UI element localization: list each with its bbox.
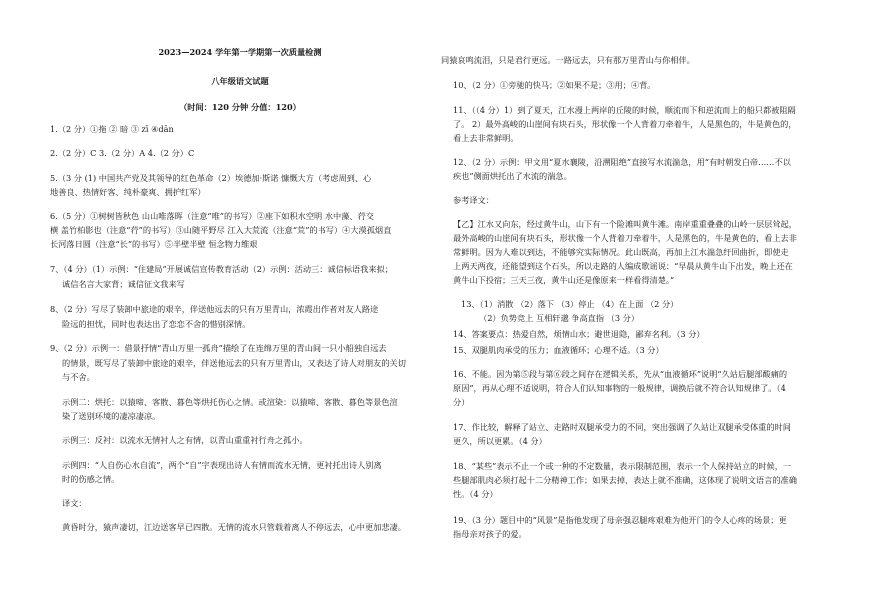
answer-line: 长河落日圆（注意“长”的书写）⑤半壁半壁 恒念物力维艰 (50, 239, 258, 249)
answer-line: 14、答案要点：热爱自然，烦情山水；避世退隐，鄙弃名利。（3 分） (453, 329, 705, 339)
answer-line: 些腿部肌肉必须打起十二分精神工作；如果去掉，表达上就不准确，这体现了说明文语言的准确 (453, 475, 797, 485)
answer-line: 与不舍。 (62, 372, 95, 382)
answer-line: 11、（（4 分）1）到了夏天，江水漫上两岸的丘陵的时候，顺流而下和逆流而上的船只都被阻隔 (453, 105, 796, 115)
answer-line: 时的伤感之情。 (62, 474, 120, 484)
reference-translation-heading: 参考译文： (453, 195, 494, 205)
answer-line: 17、作比较，解释了站立、走路时双腿承受力的不同，突出强调了久站让双腿承受体重的时间 (453, 422, 791, 432)
answer-line: 1.（2 分）①拖 ② 暗 ③ zī ④dān (50, 124, 174, 134)
answer-line: 常鲜明。因为人难以到达，不能够究实际情况。此山既高，再加上江水湍急纡回曲折，即使走 (453, 247, 789, 257)
answer-line: （2）负势竞上 互相轩邈 争高直指 （3 分） (479, 313, 640, 323)
answer-line: 看上去非常鲜明。 (453, 133, 519, 143)
answer-line: 示例二：烘托：以猿啼、客散、暮色等烘托伤心之情。或渲染：以猿啼、客散、暮色等景色渲 (62, 397, 398, 407)
answer-line: 18、“某些”表示不止一个或一种的不定数量，表示限制范围，表示一个人保持站立的时候，一 (453, 461, 792, 471)
answer-line: 原因”，再从心理不适说明，符合人们认知事物的一般规律，调换后就不符合认知规律了。（4 (453, 383, 786, 393)
answer-line: 最外高峻的山崖间有块石头，形状像一个人背着刀牵着牛，人是黑色的，牛是黄色的，看上去非 (453, 233, 797, 243)
subject-title: 八年级语文试题 (211, 76, 269, 86)
exam-title: 2023—2024 学年第一学期第一次质量检测 (158, 47, 322, 57)
answer-line: 5.（3 分 (1) 中国共产党及其领导的红色革命（2）埃德加·斯诺 慷慨大方（考虑周到、心 (50, 173, 372, 183)
answer-line: 更久，所以更累。（4 分） (453, 436, 547, 446)
answer-line: 险远的担忧，同时也表达出了恋恋不舍的惜别深情。 (62, 319, 251, 329)
answer-line: 示例三：反衬：以流水无情衬人之有情，以青山重重衬行舟之孤小。 (62, 435, 308, 445)
answer-line: 同猿哀鸣流泪，只是君行更远。一路远去，只有那万里青山与你相伴。 (441, 55, 695, 65)
answer-line: 了。 2）最外高峻的山崖间有块石头，形状像一个人背着刀牵着牛，人是黑色的，牛是黄色的， (453, 119, 797, 129)
answer-line: 9、（2 分）示例一：借景抒情“青山万里一孤舟”描绘了在连绵万里的青山间一只小船独自远去 (50, 343, 387, 353)
answer-line: 【乙】江水又向东，经过黄牛山，山下有一个险滩叫黄牛滩。南岸重重叠叠的山岭一层层耸起， (453, 219, 797, 229)
answer-line: 性。（4 分） (453, 489, 498, 499)
answer-line: 示例四：“人自伤心水自流”，两个“自”字表现出诗人有情而流水无情，更衬托出诗人别离 (62, 460, 382, 470)
answer-line: 疾也”侧面烘托出了水流的湍急。 (453, 171, 572, 181)
time-score: （时间：120 分钟 分值：120） (179, 102, 301, 112)
answer-line: 指母亲对孩子的爱。 (453, 529, 527, 539)
answer-line: 13、（1）消散 （2）落下 （3）停止 （4）在上面 （2 分） (461, 299, 679, 309)
answer-line: 黄昏时分，猿声凄切，江边送客早已四散。无情的流水只管载着离人不停远去，心中更加悲凄。 (62, 522, 406, 532)
answer-line: 2.（2 分）C 3.（2 分）A 4.（2 分）C (50, 148, 195, 158)
answer-line: 19、（3 分）题目中的“风景”是指他发现了母亲强忍腿疼艰难为他开门的令人心疼的场景；更 (453, 515, 787, 525)
translation-heading: 译文： (62, 498, 87, 508)
answer-line: 上两天两夜，还能望到这个石头，所以走路的人编成歌谣说：“早晨从黄牛山下出发，晚上还在 (453, 261, 793, 271)
answer-line: 诚信名言大家背；诚信征文我来写 (62, 279, 185, 289)
answer-line: 的情景，既写尽了装卸中旅途的艰辛，伴送他远去的只有万里青山，又表达了诗人对朋友的关切 (62, 358, 406, 368)
answer-line: 7、（4 分）（1）示例：“住建局”开展诚信宣传教育活动（2）示例：活动三：诚信标语我来拟； (50, 264, 393, 274)
answer-line: 8、（2 分）写尽了装卸中旅途的艰辛，伴送他远去的只有万里青山，浓霞出作者对友人路途 (50, 304, 379, 314)
answer-line: 6.（5 分）①树树皆秋色 山山唯落晖（注意“唯”的书写）②座下如积水空明 水中藻、荇交 (50, 211, 374, 221)
answer-line: 黄牛山下投宿；三天三夜，黄牛山还是像原来一样看得清楚。” (453, 275, 675, 285)
answer-line: 分） (453, 397, 470, 407)
answer-line: 10、（2 分）①旁驰的快马；②如果不是；③用；④背。 (453, 80, 656, 90)
answer-line: 染了送别环境的凄凉凄凉。 (62, 411, 161, 421)
answer-line: 15、双腿肌肉承受的压力；血液循环；心理不适。（3 分） (453, 345, 664, 355)
answer-line: 地善良、热情好客、纯朴豪爽、拥护红军） (50, 187, 206, 197)
answer-line: 横 盖竹柏影也（注意“荇”的书写）③山随平野尽 江入大荒流（注意“荒”的书写）④大漠孤烟直 (50, 225, 392, 235)
answer-line: 16、不能。因为第⑤段与第⑥段之间存在逻辑关系，先从“血液循环”说明“久站后腿部酸痛的 (453, 369, 788, 379)
answer-line: 12、（2 分）示例：甲文用“夏水襄陵，沿溯阻绝”直接写水流湍急，用“有时朝发白帝……不以 (453, 157, 791, 167)
